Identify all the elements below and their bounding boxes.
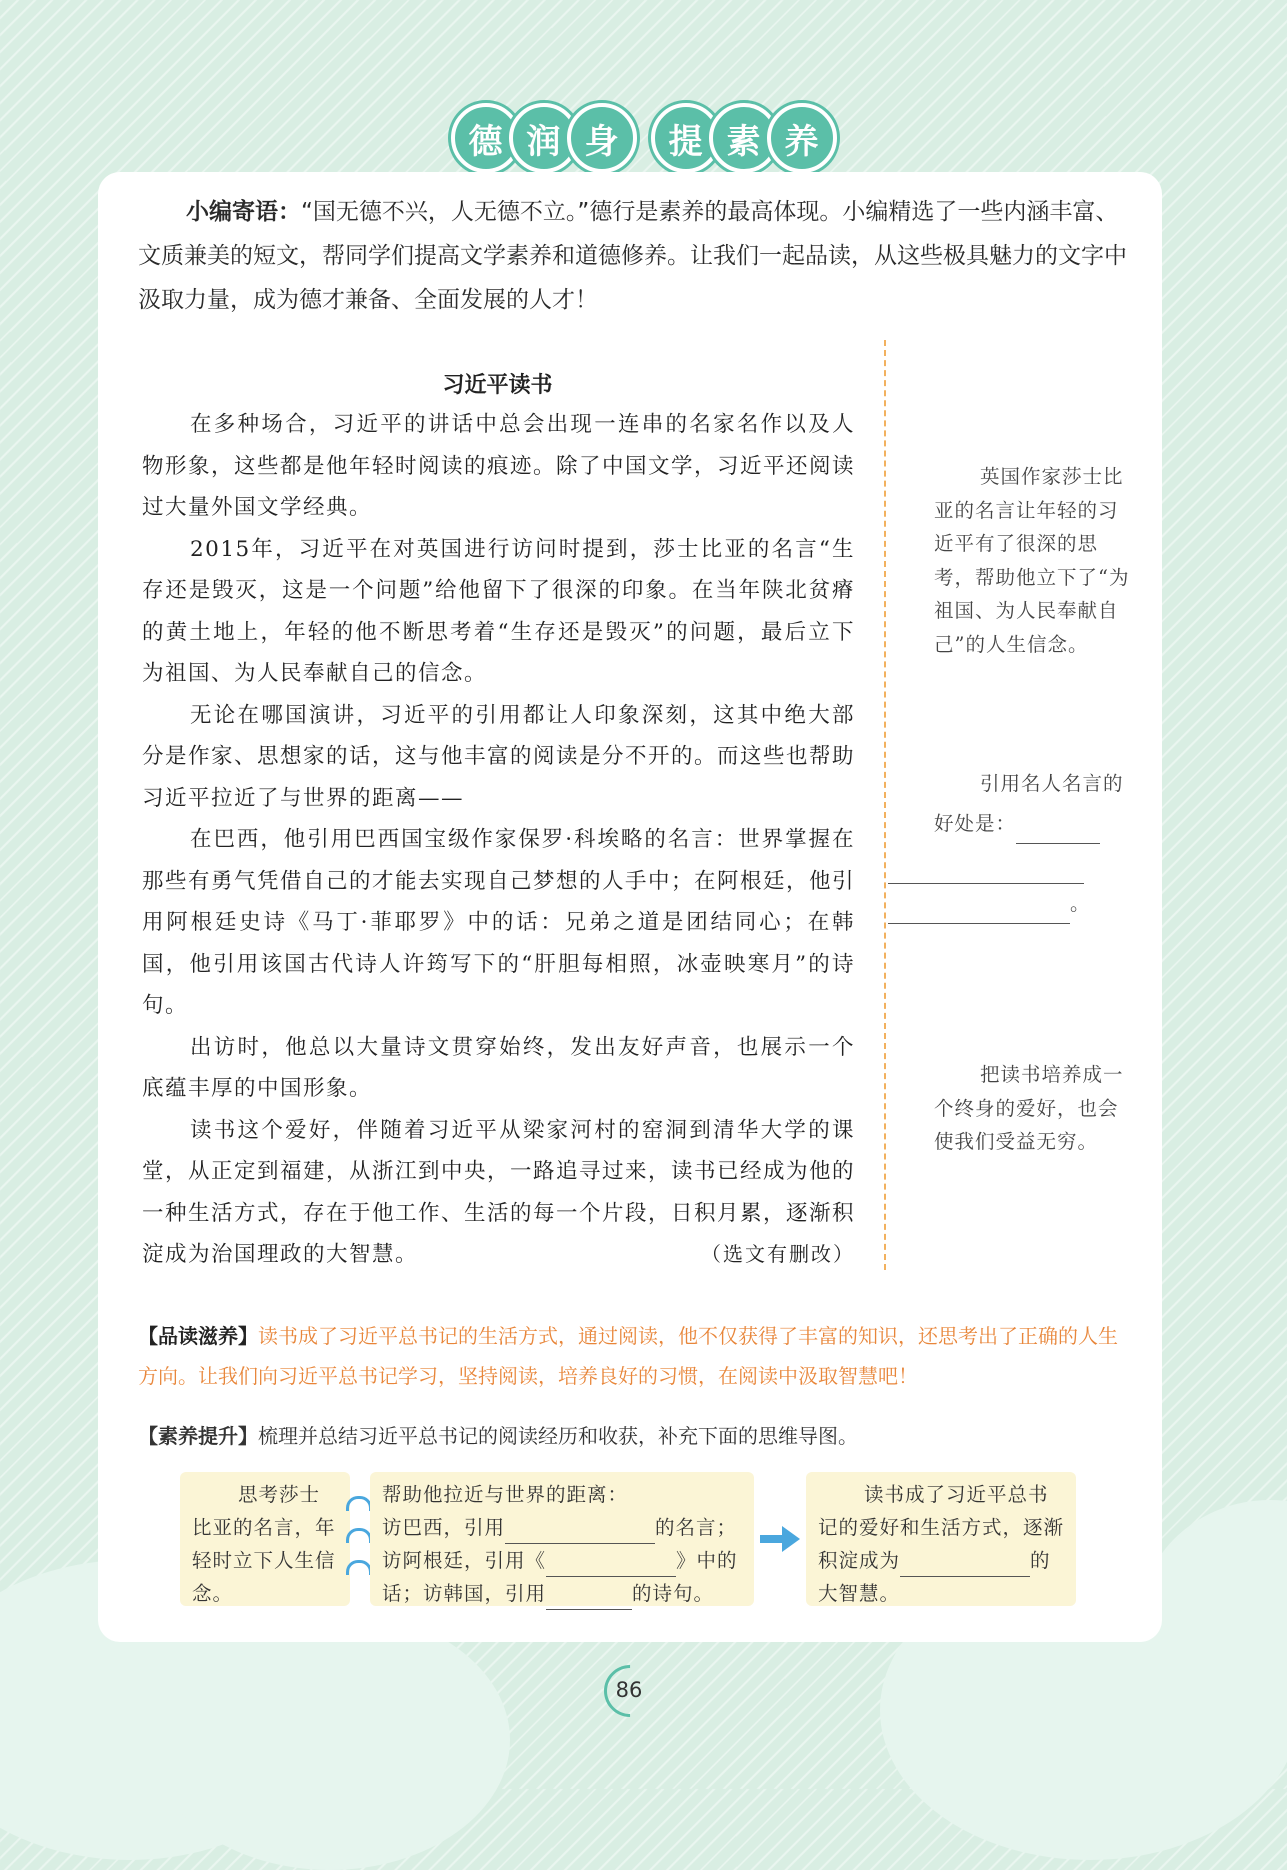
mindmap-box-1: 思考莎士比亚的名言，年轻时立下人生信念。 <box>180 1472 350 1606</box>
editor-note-label: 小编寄语： <box>186 199 301 225</box>
side-note-2-end: 。 <box>1070 892 1091 915</box>
literacy-task <box>138 1418 1128 1454</box>
line-text: 的名言； <box>655 1516 738 1539</box>
reading-nourishment <box>138 1316 1128 1396</box>
answer-blank[interactable] <box>888 862 1084 884</box>
answer-blank[interactable] <box>888 902 1070 924</box>
line-text: 》中的 <box>676 1549 738 1572</box>
mindmap-box-2-title: 帮助他拉近与世界的距离： <box>382 1483 629 1506</box>
answer-blank[interactable] <box>1016 822 1100 844</box>
line-text: 的诗句。 <box>632 1582 715 1605</box>
side-note-1: 英国作家莎士比亚的名言让年轻的习近平有了很深的思考，帮助他立下了“为祖国、为人民奉献自己”的人生信念。 <box>934 465 1130 656</box>
mindmap-box-2-line <box>382 1577 742 1610</box>
section-title <box>0 103 1287 173</box>
title-char: 润 <box>509 103 579 173</box>
page-number-text: 86 <box>615 1678 643 1702</box>
mindmap-box-2-line <box>382 1544 742 1577</box>
editor-note <box>138 190 1128 322</box>
article-paragraph: 读书这个爱好，伴随着习近平从梁家河村的窑洞到清华大学的课堂，从正定到福建，从浙江到中央，一路追寻过来，读书已经成为他的一种生活方式，存在于他工作、生活的每一个片段，日积月累，逐渐积淀成为治国理政的大智慧。 <box>142 1117 856 1267</box>
reading-nourishment-text: 读书成了习近平总书记的生活方式，通过阅读，他不仅获得了丰富的知识，还思考出了正确的人生方向。让我们向习近平总书记学习，坚持阅读，培养良好的习惯，在阅读中汲取智慧吧！ <box>138 1324 1118 1388</box>
answer-blank[interactable] <box>546 1588 632 1610</box>
link-icon <box>346 1560 372 1575</box>
cloud-decoration <box>150 1610 510 1870</box>
link-icon <box>346 1496 372 1511</box>
line-text: 访阿根廷，引用《 <box>382 1549 547 1572</box>
article-paragraph: 无论在哪国演讲，习近平的引用都让人印象深刻，这其中绝大部分是作家、思想家的话，这与他丰富的阅读是分不开的。而这些也帮助习近平拉近了与世界的距离—— <box>142 702 856 811</box>
side-note-2-text: 引用名人名言的好处是： <box>934 772 1124 835</box>
page-number <box>604 1665 654 1715</box>
side-note-2 <box>934 764 1134 924</box>
mindmap-box-3 <box>806 1472 1076 1606</box>
article-paragraph-last <box>142 1110 855 1276</box>
title-char: 德 <box>451 103 521 173</box>
title-group-1 <box>457 103 631 173</box>
mindmap-box-2-line <box>382 1511 742 1544</box>
line-text: 话；访韩国，引用 <box>382 1582 547 1605</box>
answer-blank[interactable] <box>546 1555 676 1577</box>
article-credit: （选文有删改） <box>701 1242 855 1266</box>
right-arrow-icon <box>760 1524 800 1554</box>
title-char: 养 <box>767 103 837 173</box>
title-char: 提 <box>651 103 721 173</box>
article-title: 习近平读书 <box>442 373 553 398</box>
title-group-2 <box>657 103 831 173</box>
page-number-ring <box>593 1654 667 1728</box>
dashed-divider <box>884 340 886 1270</box>
title-char: 素 <box>709 103 779 173</box>
editor-note-text: “国无德不兴，人无德不立。”德行是素养的最高体现。小编精选了一些内涵丰富、文质兼美的短文，帮同学们提高文学素养和道德修养。让我们一起品读，从这些极具魅力的文字中汲取力量，成为德才兼备、全面发展的人才！ <box>138 199 1127 313</box>
title-char: 身 <box>567 103 637 173</box>
answer-blank[interactable] <box>900 1555 1030 1577</box>
article-body <box>142 404 855 1276</box>
link-icon <box>346 1528 372 1543</box>
mindmap-box-3-end: 的大智慧。 <box>818 1549 1051 1605</box>
mindmap-box-3-text: 读书成了习近平总书记的爱好和生活方式，逐渐积淀成为 <box>818 1483 1065 1572</box>
side-note-3: 把读书培养成一个终身的爱好，也会使我们受益无穷。 <box>934 1063 1124 1153</box>
article-paragraph: 在多种场合，习近平的讲话中总会出现一连串的名家名作以及人物形象，这些都是他年轻时阅读的痕迹。除了中国文学，习近平还阅读过大量外国文学经典。 <box>142 412 856 520</box>
mindmap-box-2 <box>370 1472 754 1606</box>
reading-nourishment-label: 【品读滋养】 <box>138 1324 258 1348</box>
article-paragraph: 2015年，习近平在对英国进行访问时提到，莎士比亚的名言“生存还是毁灭，这是一个问题”给他留下了很深的印象。在当年陕北贫瘠的黄土地上，年轻的他不断思考着“生存还是毁灭”的问题，最后立下为祖国、为人民奉献自己的信念。 <box>142 536 855 686</box>
article-paragraph: 在巴西，他引用巴西国宝级作家保罗·科埃略的名言：世界掌握在那些有勇气凭借自己的才能去实现自己梦想的人手中；在阿根廷，他引用阿根廷史诗《马丁·菲耶罗》中的话：兄弟之道是团结同心；在韩国，他引用该国古代诗人许筠写下的“肝胆每相照，冰壶映寒月”的诗句。 <box>142 827 856 1018</box>
line-text: 访巴西，引用 <box>382 1516 506 1539</box>
article-paragraph: 出访时，他总以大量诗文贯穿始终，发出友好声音，也展示一个底蕴丰厚的中国形象。 <box>142 1034 855 1101</box>
answer-blank[interactable] <box>505 1522 655 1544</box>
literacy-task-label: 【素养提升】 <box>138 1424 258 1448</box>
literacy-task-text: 梳理并总结习近平总书记的阅读经历和收获，补充下面的思维导图。 <box>258 1424 858 1448</box>
